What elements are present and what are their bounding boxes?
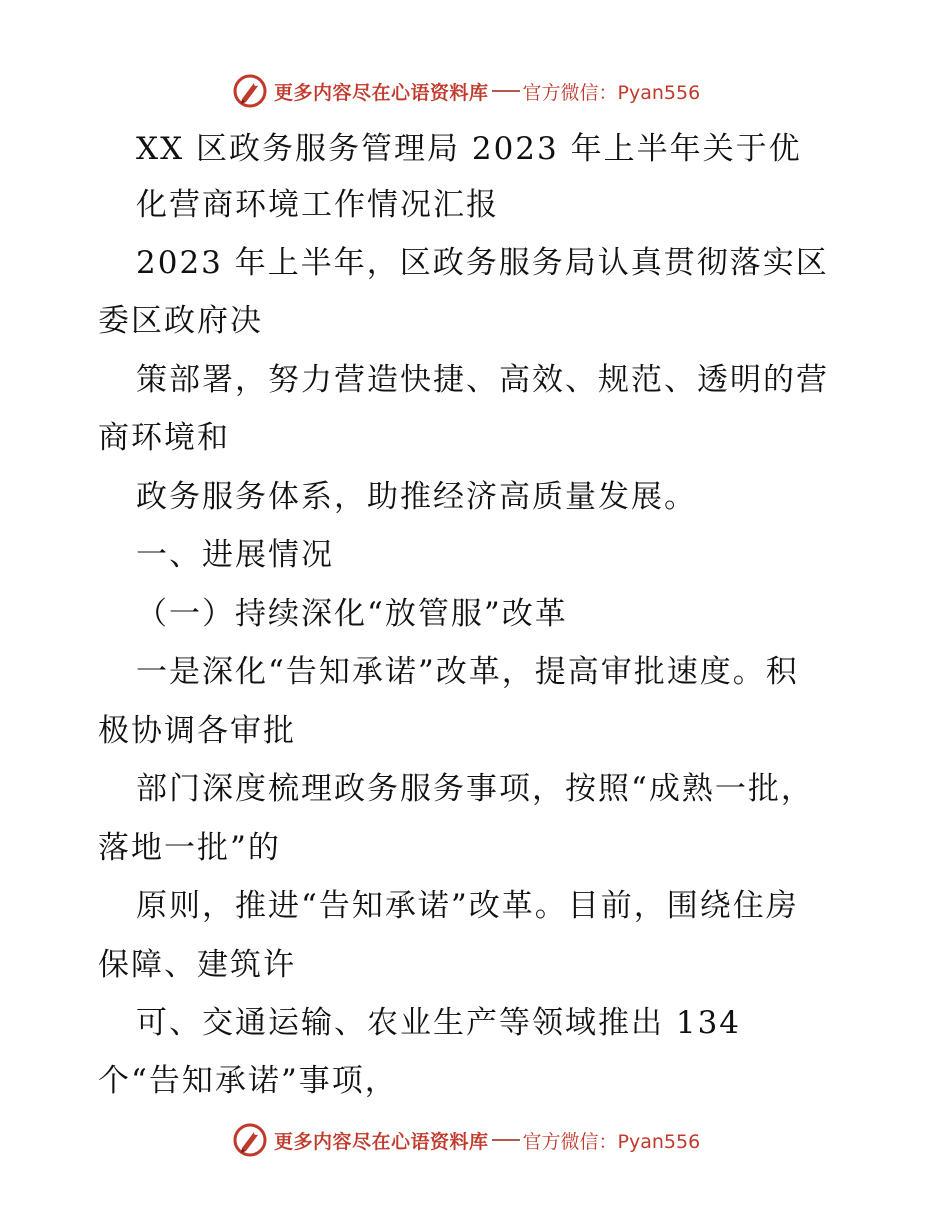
watermark-dash bbox=[492, 1139, 520, 1141]
pen-logo-icon bbox=[232, 73, 268, 109]
pen-logo-icon bbox=[232, 1122, 268, 1158]
body-line: 可、交通运输、农业生产等领域推出 134 bbox=[136, 1005, 742, 1041]
body-line: 策部署，努力营造快捷、高效、规范、透明的营 bbox=[136, 362, 829, 398]
body-line: 落地一批”的 bbox=[98, 830, 281, 866]
body-line: 2023 年上半年，区政务服务局认真贯彻落实区 bbox=[136, 245, 829, 281]
document-title-line1: XX 区政务服务管理局 2023 年上半年关于优 bbox=[136, 131, 802, 167]
subsection-heading: （一）持续深化“放管服”改革 bbox=[136, 596, 568, 632]
watermark-banner-bottom bbox=[232, 1120, 732, 1160]
watermark-main-text: 更多内容尽在心语资料库 bbox=[274, 1130, 489, 1153]
document-title-line2: 化营商环境工作情况汇报 bbox=[136, 187, 499, 223]
body-line: 政务服务体系，助推经济高质量发展。 bbox=[136, 479, 697, 515]
watermark-banner-top bbox=[232, 71, 732, 111]
watermark-sub-text: 官方微信：Pyan556 bbox=[522, 1130, 701, 1153]
body-line: 部门深度梳理政务服务事项，按照“成熟一批， bbox=[136, 771, 814, 807]
body-line: 商环境和 bbox=[98, 420, 230, 456]
body-line: 个“告知承诺”事项， bbox=[98, 1063, 398, 1099]
body-line: 极协调各审批 bbox=[98, 713, 296, 749]
body-line: 一是深化“告知承诺”改革，提高审批速度。积 bbox=[136, 654, 799, 690]
watermark-sub-text: 官方微信：Pyan556 bbox=[522, 81, 701, 104]
watermark-main-text: 更多内容尽在心语资料库 bbox=[274, 81, 489, 104]
body-line: 委区政府决 bbox=[98, 303, 263, 339]
watermark-dash bbox=[492, 90, 520, 92]
section-heading: 一、进展情况 bbox=[136, 537, 334, 573]
body-line: 原则，推进“告知承诺”改革。目前，围绕住房 bbox=[136, 888, 799, 924]
body-line: 保障、建筑许 bbox=[98, 947, 296, 983]
